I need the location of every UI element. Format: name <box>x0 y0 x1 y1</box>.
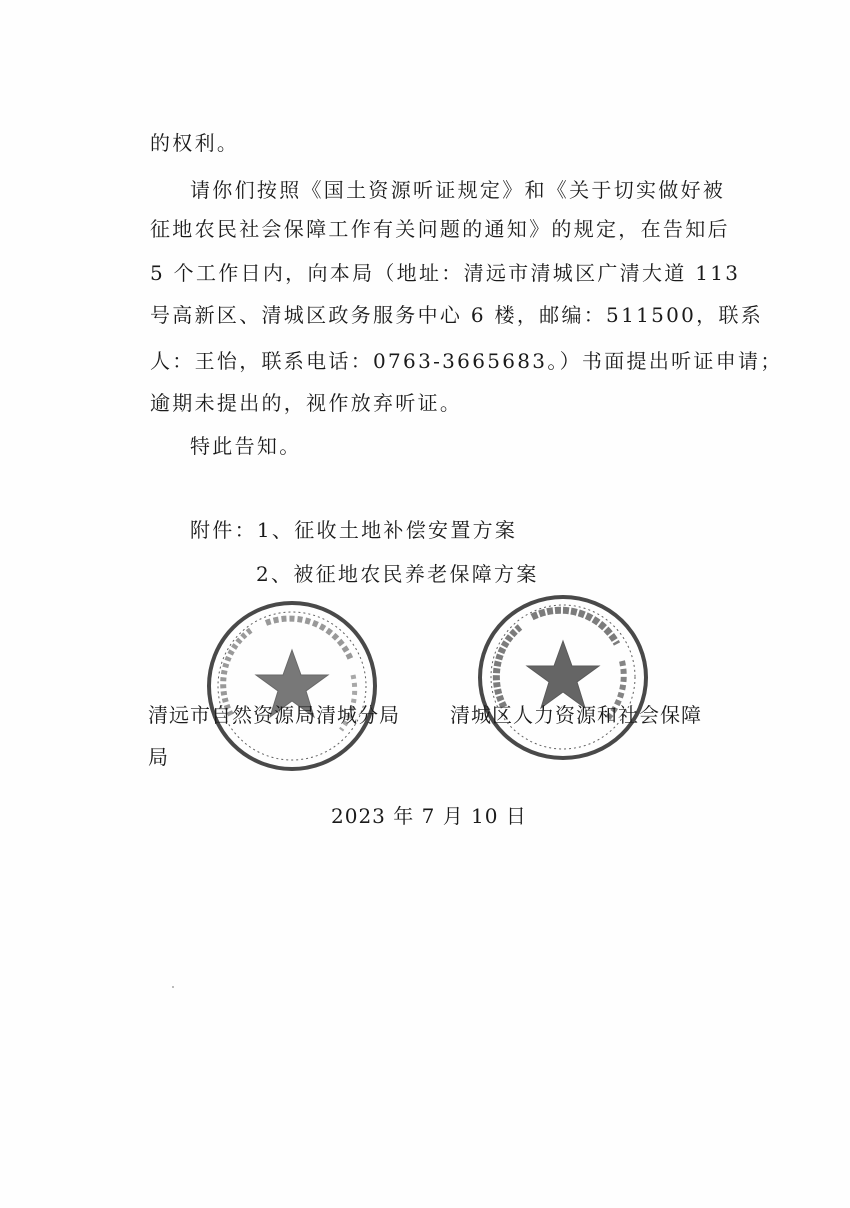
attachment-item-1: 1、征收土地补偿安置方案 <box>256 518 518 542</box>
signature-right-organization-line-2: 局 <box>148 745 169 769</box>
signature-left-organization: 清远市自然资源局清城分局 <box>148 703 400 727</box>
attachment-line-1 <box>190 520 760 540</box>
attachment-label: 附件： <box>190 518 257 542</box>
body-line-4: 5 个工作日内，向本局（地址：清远市清城区广清大道 113 <box>150 261 741 285</box>
body-line-1: 的权利。 <box>150 131 240 155</box>
document-date: 2023 年 7 月 10 日 <box>331 804 527 828</box>
signature-right-organization-line-1: 清城区人力资源和社会保障 <box>450 703 702 727</box>
body-line-2: 请你们按照《国土资源听证规定》和《关于切实做好被 <box>190 178 726 202</box>
body-line-6: 人：王怡，联系电话：0763-3665683。）书面提出听证申请； <box>150 349 783 373</box>
body-line-7: 逾期未提出的，视作放弃听证。 <box>150 391 463 415</box>
scan-speck <box>172 986 174 988</box>
closing-line: 特此告知。 <box>190 434 302 458</box>
body-line-3: 征地农民社会保障工作有关问题的通知》的规定，在告知后 <box>150 217 730 241</box>
left-official-seal <box>207 601 377 771</box>
body-line-5: 号高新区、清城区政务服务中心 6 楼，邮编：511500，联系 <box>150 303 764 327</box>
attachment-item-2: 2、被征地农民养老保障方案 <box>256 562 539 586</box>
right-official-seal <box>478 595 648 760</box>
